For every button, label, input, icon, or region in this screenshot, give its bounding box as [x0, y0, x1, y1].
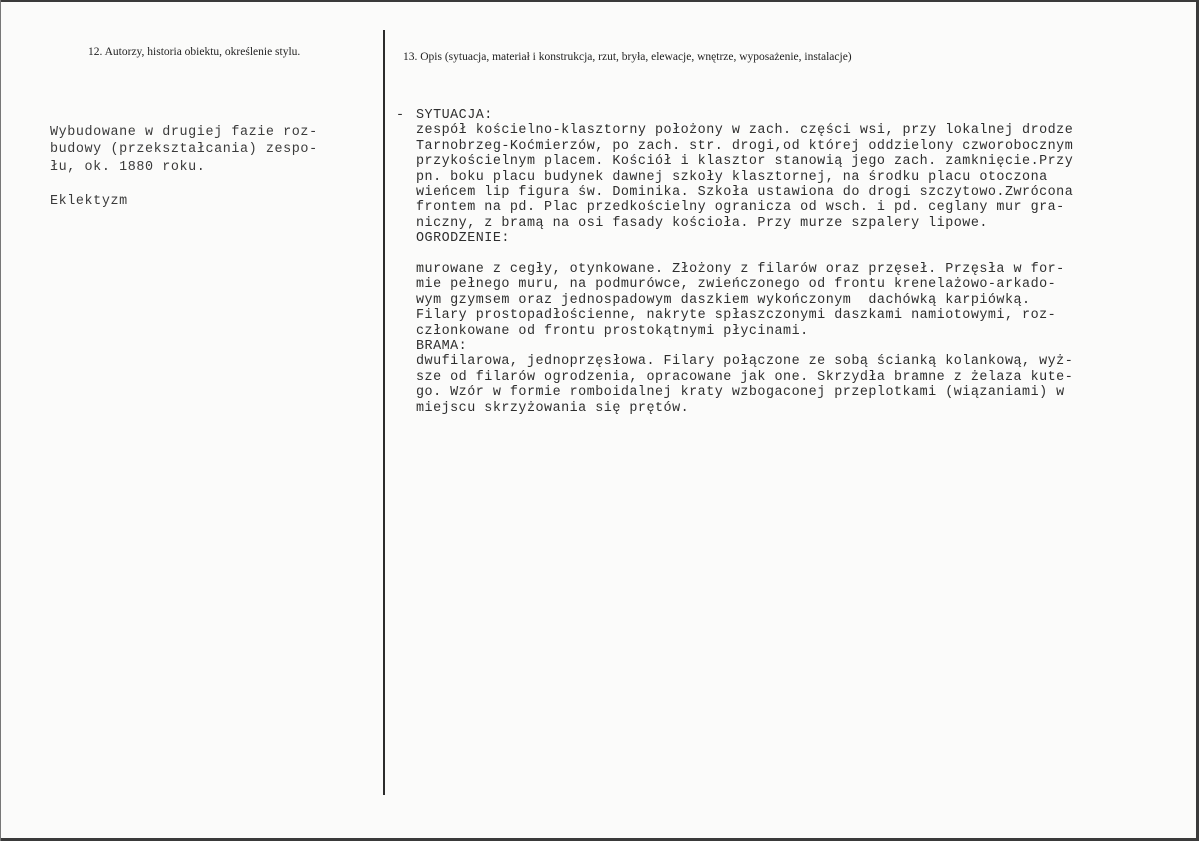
history-line: budowy (przekształcania) zespo- [50, 142, 318, 158]
brama-line: dwufilarowa, jednoprzęsłowa. Filary połączone ze sobą ścianką kolankową, wyż- [416, 354, 1074, 370]
sytuacja-line: niczny, z bramą na osi fasady kościoła. Przy murze szpalery lipowe. [416, 215, 988, 231]
ogrodzenie-line: członkowane od frontu prostokątnymi płycinami. [416, 323, 809, 339]
sytuacja-line: zespół kościelno-klasztorny położony w zach. części wsi, przy lokalnej drodze [416, 123, 1074, 139]
sytuacja-line: pn. boku placu budynek dawnej szkoły klasztornej, na środku placu otoczona [416, 169, 1048, 185]
history-line: łu, ok. 1880 roku. [50, 159, 206, 175]
brama-line: miejscu skrzyżowania się prętów. [416, 400, 690, 416]
sytuacja-line: frontem na pd. Plac przedkościelny ogranicza od wsch. i pd. ceglany mur gra- [416, 200, 1065, 216]
brama-line: sze od filarów ogrodzenia, opracowane jak one. Skrzydła bramne z żelaza kute- [416, 369, 1074, 385]
column-divider [383, 60, 385, 795]
page-border-top [0, 0, 1199, 2]
sytuacja-heading: SYTUACJA: [416, 108, 493, 123]
ogrodzenie-line: Filary prostopadłościenne, nakryte spłaszczonymi daszkami namiotowymi, roz- [416, 308, 1057, 324]
style-label: Eklektyzm [50, 193, 128, 209]
ogrodzenie-line: wym gzymsem oraz jednospadowym daszkiem wykończonym dachówką karpiówką. [416, 292, 1031, 308]
list-dash: - [396, 108, 405, 123]
history-text-block [50, 124, 370, 210]
sytuacja-line: wieńcem lip figura św. Dominika. Szkoła ustawiona do drogi szczytowo.Zwrócona [416, 185, 1074, 201]
ogrodzenie-line: murowane z cegły, otynkowane. Złożony z filarów oraz przęseł. Przęsła w for- [416, 262, 1065, 278]
sytuacja-line: przykościelnym placem. Kościół i klasztor stanowią jego zach. zamknięcie.Przy [416, 154, 1074, 170]
sytuacja-line: Tarnobrzeg-Koćmierzów, po zach. str. drogi,od której oddzielony czworobocznym [416, 138, 1074, 154]
ogrodzenie-line: mie pełnego muru, na podmurówce, zwieńczonego od frontu krenelażowo-arkado- [416, 277, 1057, 293]
ogrodzenie-heading: OGRODZENIE: [416, 231, 510, 247]
brama-line: go. Wzór w formie romboidalnej kraty wzbogaconej przeplotkami (wiązaniami) w [416, 385, 1065, 401]
section-13-header: 13. Opis (sytuacja, materiał i konstrukcja, rzut, bryła, elewacje, wnętrze, wyposażenie, instalacje) [403, 51, 852, 63]
page-border-left [0, 0, 1, 841]
section-12-header: 12. Autorzy, historia obiektu, określenie stylu. [88, 46, 301, 58]
brama-heading: BRAMA: [416, 339, 468, 355]
history-line: Wybudowane w drugiej fazie roz- [50, 125, 318, 140]
description-text-block [416, 108, 1186, 416]
